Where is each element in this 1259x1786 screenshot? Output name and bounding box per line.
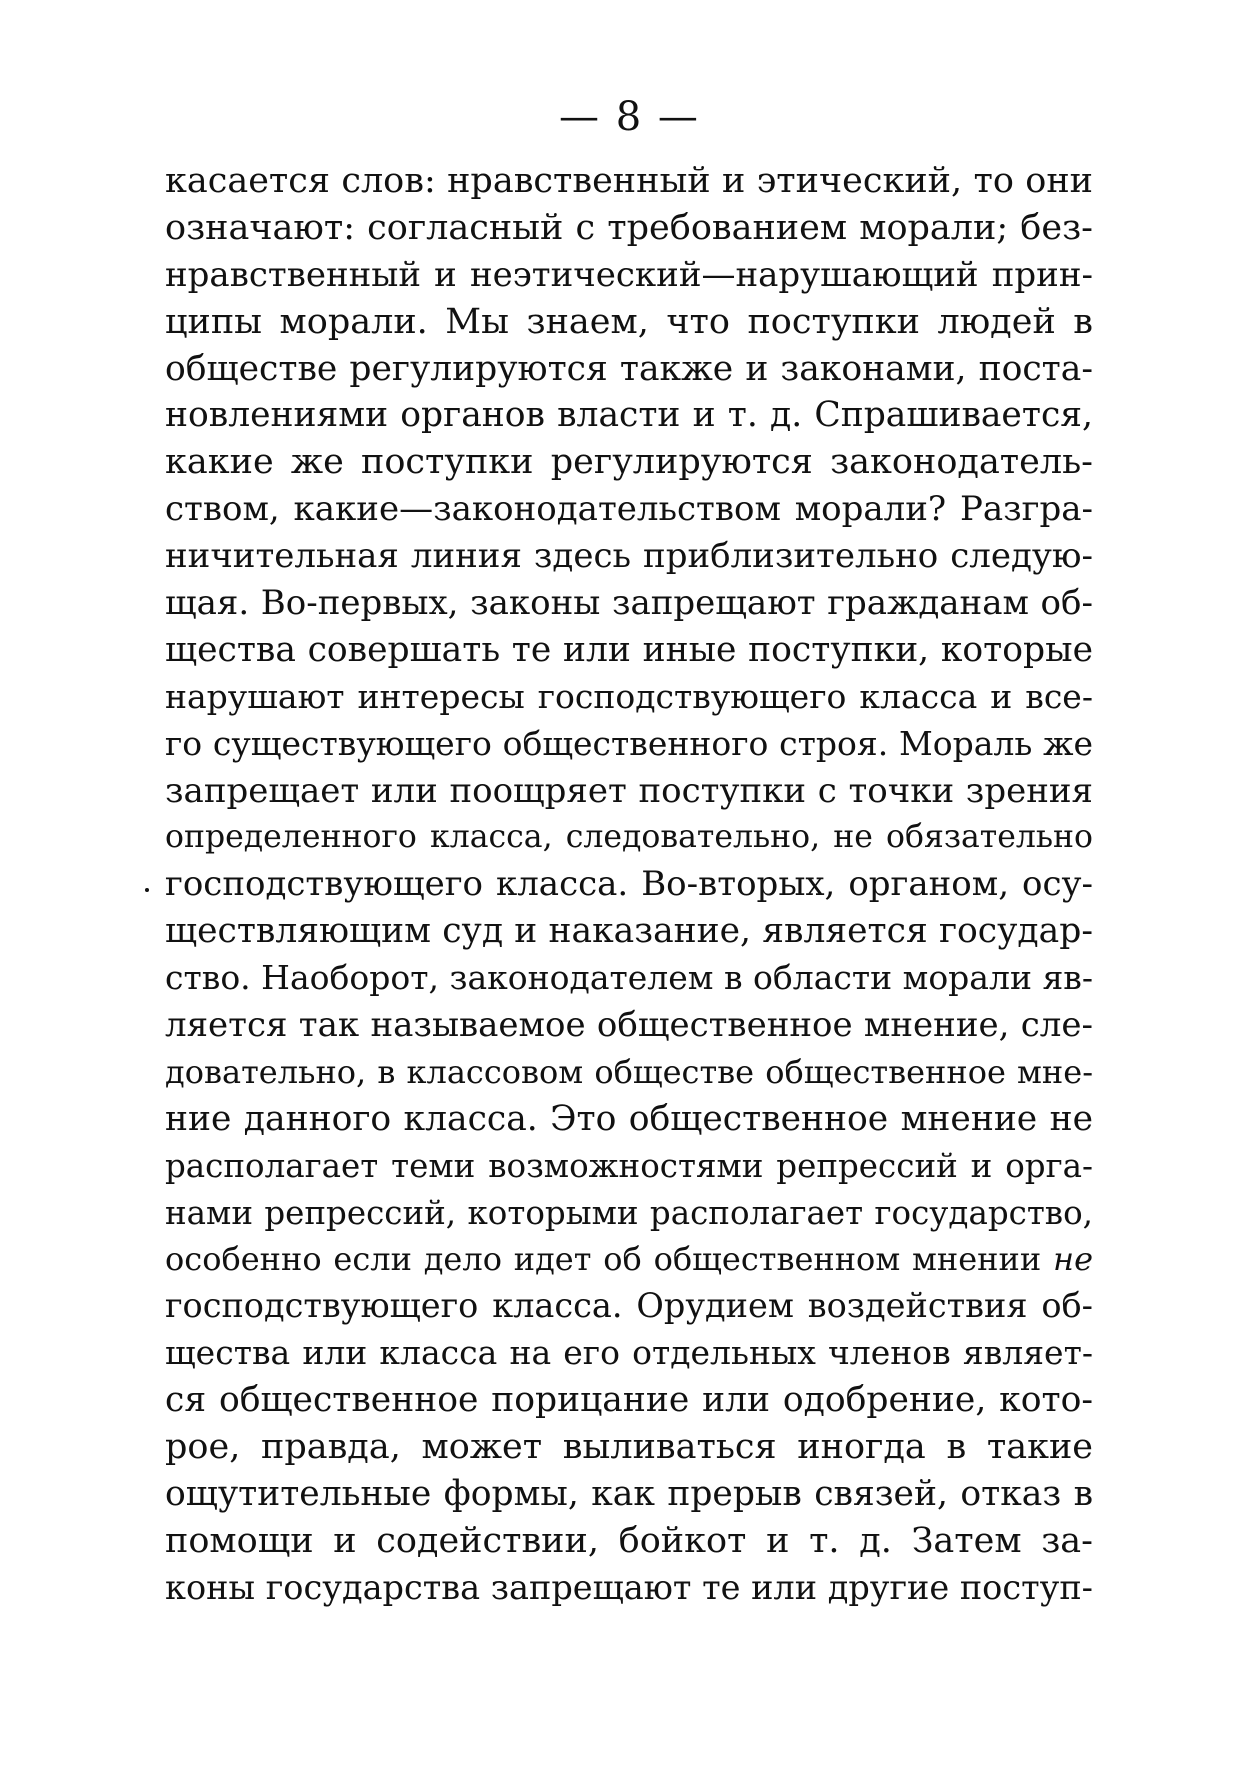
- text-line: ничительная линия здесь приблизительно следую-: [165, 536, 1093, 577]
- text-line: нравственный и неэтический—нарушающий прин-: [165, 254, 1093, 295]
- text-line: щества или класса на его отдельных членов являет-: [165, 1333, 1093, 1373]
- text-segment: особенно если дело идет об общественном мнении: [165, 1240, 1053, 1279]
- text-line: щая. Во-первых, законы запрещают гражданам об-: [165, 583, 1093, 624]
- text-line: ществляющим суд и наказание, является государ-: [165, 911, 1093, 952]
- text-line: новлениями органов власти и т. д. Спрашивается,: [165, 395, 1093, 436]
- text-line: господствующего класса. Орудием воздействия об-: [165, 1286, 1093, 1326]
- text-line: ством, какие—законодательством морали? Разгра-: [165, 489, 1093, 530]
- page-number: — 8 —: [559, 94, 700, 140]
- text-line: обществе регулируются также и законами, поста-: [165, 348, 1093, 389]
- text-line: довательно, в классовом обществе общественное мне-: [165, 1052, 1093, 1091]
- text-line: ние данного класса. Это общественное мнение не: [165, 1098, 1093, 1139]
- text-line: ство. Наоборот, законодателем в области морали яв-: [165, 958, 1093, 998]
- text-line: рое, правда, может выливаться иногда в такие: [165, 1427, 1093, 1468]
- text-line: нарушают интересы господствующего класса и все-: [165, 676, 1093, 716]
- text-line: располагает теми возможностями репрессий и орга-: [165, 1146, 1093, 1185]
- text-line: ощутительные формы, как прерыв связей, отказ в: [165, 1473, 1093, 1514]
- text-line: ляется так называемое общественное мнение, сле-: [165, 1005, 1093, 1046]
- margin-mark: [145, 888, 149, 892]
- text-line: [165, 1236, 1093, 1283]
- text-line: го существующего общественного строя. Мораль же: [165, 723, 1093, 763]
- text-line: господствующего класса. Во-вторых, органом, осу-: [165, 864, 1093, 905]
- emphasized-word: не: [1052, 1240, 1093, 1279]
- text-line: нами репрессий, которыми располагает государство,: [165, 1193, 1093, 1232]
- text-line: запрещает или поощряет поступки с точки зрения: [165, 770, 1093, 811]
- text-line: какие же поступки регулируются законодатель-: [165, 442, 1093, 483]
- body-text: [165, 158, 1093, 1612]
- text-line: ся общественное порицание или одобрение, кото-: [165, 1380, 1093, 1421]
- text-line: коны государства запрещают те или другие поступ-: [165, 1567, 1093, 1607]
- text-line: щества совершать те или иные поступки, которые: [165, 629, 1093, 670]
- text-line: ципы морали. Мы знаем, что поступки людей в: [165, 301, 1093, 342]
- text-line: помощи и содействии, бойкот и т. д. Затем за-: [165, 1520, 1093, 1561]
- text-line: касается слов: нравственный и этический, то они: [165, 161, 1093, 201]
- text-line: определенного класса, следовательно, не обязательно: [165, 819, 1093, 856]
- text-line: означают: согласный с требованием морали; без-: [165, 207, 1093, 248]
